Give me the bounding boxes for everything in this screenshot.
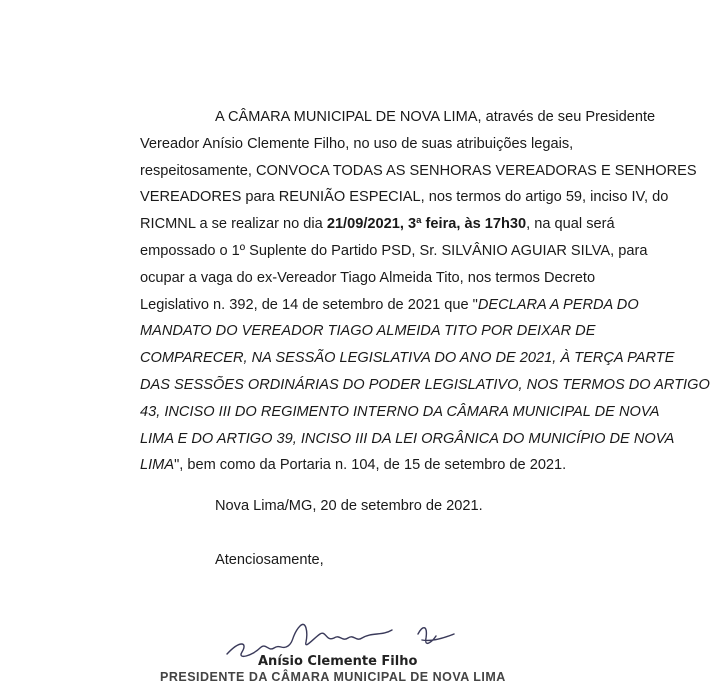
decree-reference: Legislativo n. 392, de 14 de setembro de 2021 que " (140, 296, 478, 313)
paragraph-line: ocupar a vaga do ex-Vereador Tiago Almeida Tito, nos termos Decreto (140, 269, 596, 286)
closing-salutation: Atenciosamente, (215, 552, 324, 568)
meeting-intro-tail: , na qual será (526, 216, 615, 233)
meeting-intro-text: RICMNL a se realizar no dia (140, 216, 323, 233)
decree-quote-start: DECLARA A PERDA DO (477, 296, 639, 313)
decree-quote-end: LIMA (140, 457, 175, 474)
paragraph-line (140, 318, 596, 345)
decree-quote: DAS SESSÕES ORDINÁRIAS DO PODER LEGISLATIVO, NOS TERMOS DO ARTIGO (140, 376, 710, 393)
decree-quote: LIMA E DO ARTIGO 39, INCISO III DA LEI ORGÂNICA DO MUNICÍPIO DE NOVA (140, 430, 675, 447)
paragraph-line: VEREADORES para REUNIÃO ESPECIAL, nos termos do artigo 59, inciso IV, do (140, 189, 669, 206)
paragraph-line: respeitosamente, CONVOCA TODAS AS SENHORAS VEREADORAS E SENHORES (140, 162, 697, 179)
paragraph-line (140, 292, 639, 319)
decree-quote: MANDATO DO VEREADOR TIAGO ALMEIDA TITO POR DEIXAR DE (140, 323, 596, 340)
convocation-paragraph (140, 104, 710, 479)
paragraph-line (140, 211, 615, 238)
meeting-datetime: 21/09/2021, 3ª feira, às 17h30 (326, 216, 527, 233)
paragraph-line (140, 372, 710, 399)
place-date: Nova Lima/MG, 20 de setembro de 2021. (215, 498, 483, 514)
signer-name: Anísio Clemente Filho (258, 654, 418, 669)
decree-quote: 43, INCISO III DO REGIMENTO INTERNO DA CÂMARA MUNICIPAL DE NOVA (140, 403, 660, 420)
paragraph-line: empossado o 1º Suplente do Partido PSD, Sr. SILVÂNIO AGUIAR SILVA, para (140, 242, 648, 259)
paragraph-line: A CÂMARA MUNICIPAL DE NOVA LIMA, através de seu Presidente (215, 109, 656, 125)
paragraph-line: Vereador Anísio Clemente Filho, no uso de suas atribuições legais, (140, 135, 574, 152)
paragraph-line (140, 399, 660, 426)
paragraph-line (140, 345, 675, 372)
signer-title: PRESIDENTE DA CÂMARA MUNICIPAL DE NOVA LIMA (160, 670, 506, 684)
paragraph-line (140, 426, 675, 453)
decree-quote: COMPARECER, NA SESSÃO LEGISLATIVA DO ANO DE 2021, À TERÇA PARTE (140, 350, 675, 367)
paragraph-line (140, 452, 567, 479)
ordinance-reference: ", bem como da Portaria n. 104, de 15 de setembro de 2021. (174, 457, 567, 474)
